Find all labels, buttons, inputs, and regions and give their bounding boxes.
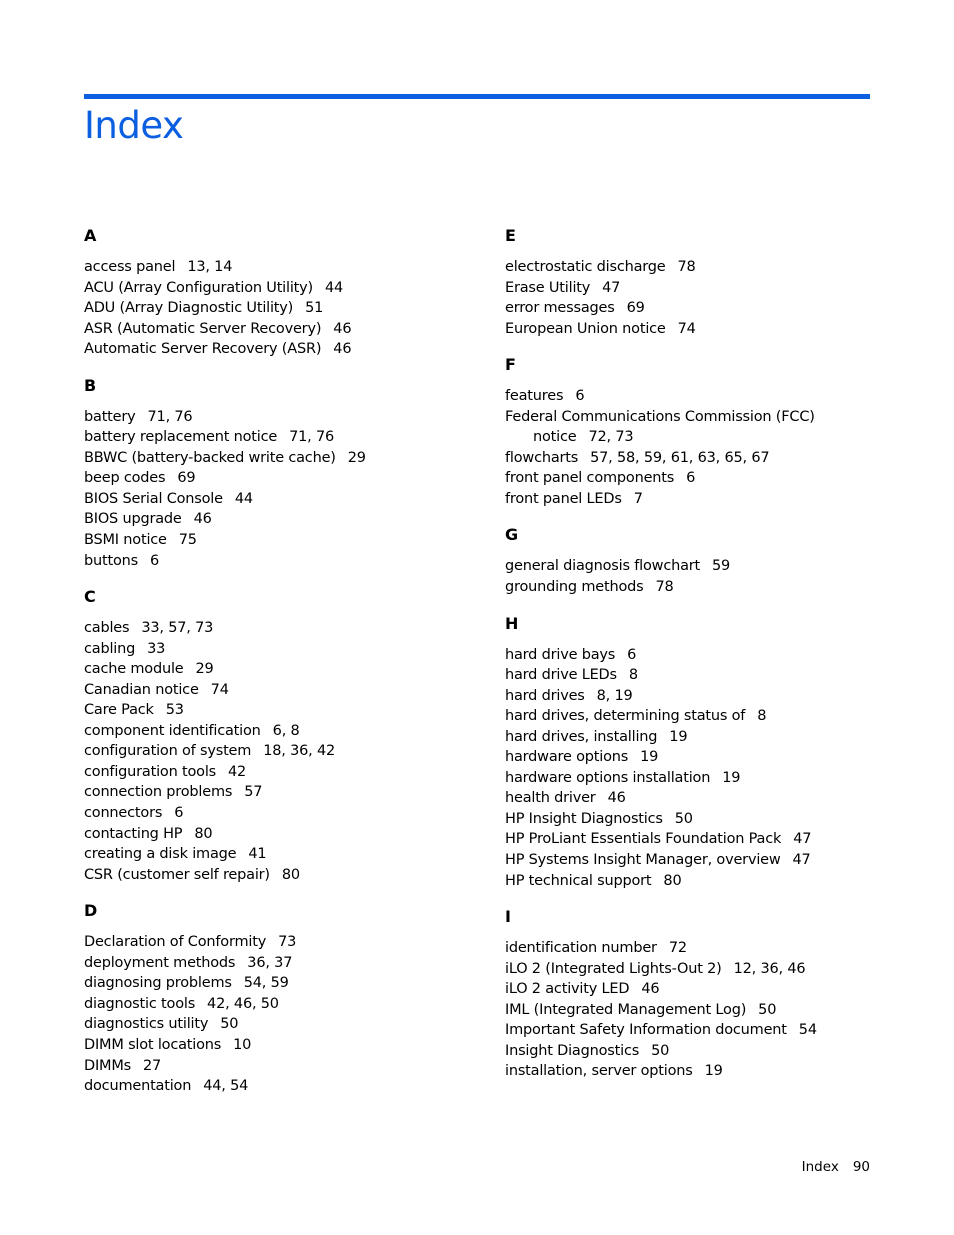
entry-term: general diagnosis flowchart	[505, 558, 701, 575]
entry-page-refs[interactable]: 19	[640, 749, 659, 766]
entry-term: hard drive bays	[505, 646, 616, 663]
index-entry	[84, 448, 484, 469]
entry-page-refs[interactable]: 18, 36, 42	[263, 743, 335, 760]
index-section-a	[84, 226, 484, 360]
entry-term: buttons	[84, 552, 138, 569]
index-entry	[505, 665, 905, 686]
index-entry	[505, 489, 905, 510]
index-section-c	[84, 587, 484, 885]
entry-term: deployment methods	[84, 954, 236, 971]
entry-term: creating a disk image	[84, 846, 237, 863]
entry-term: European Union notice	[505, 320, 666, 337]
index-entry	[84, 339, 484, 360]
entry-page-refs[interactable]: 27	[143, 1057, 162, 1074]
entry-term: Federal Communications Commission (FCC)	[505, 408, 815, 425]
entry-term: Canadian notice	[84, 681, 199, 698]
entry-page-refs[interactable]: 12, 36, 46	[733, 960, 806, 977]
entry-term: hard drives, installing	[505, 728, 658, 745]
entry-term: BBWC (battery-backed write cache)	[84, 449, 336, 466]
index-entry	[505, 468, 905, 489]
entry-term-continued	[505, 427, 905, 448]
index-entry	[505, 871, 905, 892]
entry-page-refs[interactable]: 54, 59	[243, 975, 289, 992]
entry-page-refs[interactable]: 44	[324, 279, 344, 296]
index-entry	[505, 298, 905, 319]
entry-page-refs[interactable]: 19	[722, 769, 741, 786]
entry-term: Insight Diagnostics	[505, 1042, 640, 1059]
index-entry	[84, 509, 484, 530]
index-column-right	[505, 220, 905, 1098]
entry-page-refs[interactable]: 42	[228, 763, 247, 780]
entry-term: front panel components	[505, 470, 675, 487]
entry-page-refs[interactable]: 46	[193, 511, 212, 528]
index-entry	[84, 618, 484, 639]
entry-page-refs[interactable]: 57, 58, 59, 61, 63, 65, 67	[590, 449, 770, 466]
entry-page-refs[interactable]: 71, 76	[147, 408, 193, 425]
entry-term: hardware options	[505, 749, 629, 766]
entry-term: configuration of system	[84, 743, 252, 760]
index-entry	[84, 1076, 484, 1097]
entry-term: Care Pack	[84, 702, 154, 719]
entry-page-refs[interactable]: 80	[281, 866, 300, 883]
entry-term: ACU (Array Configuration Utility)	[84, 279, 313, 296]
entry-page-refs[interactable]: 50	[758, 1001, 777, 1018]
entry-term: electrostatic discharge	[505, 259, 666, 275]
entry-page-refs[interactable]: 54	[798, 1022, 817, 1039]
index-section-b	[84, 376, 484, 571]
index-entry	[505, 706, 905, 727]
entry-page-refs[interactable]: 8, 19	[596, 687, 633, 704]
index-entry	[84, 680, 484, 701]
entry-term: diagnostic tools	[84, 995, 196, 1012]
entry-page-refs[interactable]: 13, 14	[187, 259, 233, 275]
index-entry	[84, 721, 484, 742]
index-entry	[84, 953, 484, 974]
entry-page-refs[interactable]: 29	[195, 661, 214, 678]
entry-term: features	[505, 388, 564, 405]
entry-page-refs[interactable]: 51	[305, 300, 324, 317]
entry-page-refs[interactable]: 50	[651, 1042, 670, 1059]
index-entry	[505, 686, 905, 707]
index-entry	[84, 824, 484, 845]
entry-page-refs[interactable]: 50	[220, 1016, 239, 1033]
entry-page-refs[interactable]: 59	[712, 558, 731, 575]
index-entry	[84, 530, 484, 551]
entry-term: diagnosing problems	[84, 975, 232, 992]
index-entry	[505, 257, 905, 278]
entry-term: Automatic Server Recovery (ASR)	[84, 341, 322, 358]
index-entry	[505, 577, 905, 598]
index-entry	[505, 1000, 905, 1021]
entry-page-refs[interactable]: 46	[333, 320, 352, 337]
index-entry	[505, 959, 905, 980]
index-entry	[84, 551, 484, 572]
entry-page-refs[interactable]: 42, 46, 50	[207, 995, 279, 1012]
entry-term: BSMI notice	[84, 532, 167, 549]
index-entry	[84, 278, 484, 299]
index-entry	[84, 1035, 484, 1056]
entry-page-refs[interactable]: 80	[663, 872, 682, 889]
entry-term: contacting HP	[84, 825, 183, 842]
index-entry	[84, 865, 484, 886]
entry-page-refs[interactable]: 8	[628, 667, 638, 684]
entry-term: Erase Utility	[505, 279, 591, 296]
entry-term: HP technical support	[505, 872, 652, 889]
entry-page-refs[interactable]: 8	[757, 708, 767, 725]
index-entry	[84, 489, 484, 510]
page-number: 90	[852, 1159, 870, 1175]
entry-page-refs[interactable]: 44	[234, 490, 253, 507]
entry-page-refs[interactable]: 33, 57, 73	[141, 620, 214, 637]
entry-page-refs[interactable]: 19	[669, 728, 688, 745]
index-entry	[84, 298, 484, 319]
index-entry	[84, 973, 484, 994]
entry-page-refs[interactable]: 74	[210, 681, 229, 698]
section-letter: G	[505, 525, 519, 545]
index-entry	[84, 932, 484, 953]
entry-term: HP Insight Diagnostics	[505, 810, 663, 827]
index-section-i	[505, 907, 905, 1082]
entry-term: configuration tools	[84, 763, 217, 780]
entry-term: access panel	[84, 259, 176, 275]
section-letter: D	[84, 901, 98, 921]
entry-term: iLO 2 (Integrated Lights-Out 2)	[505, 960, 722, 977]
entry-page-refs[interactable]: 69	[626, 300, 645, 317]
entry-page-refs[interactable]: 44, 54	[203, 1078, 249, 1095]
entry-term: BIOS upgrade	[84, 511, 182, 528]
entry-page-refs[interactable]: 80	[194, 825, 213, 842]
entry-page-refs[interactable]: 47	[602, 279, 621, 296]
index-entry	[84, 803, 484, 824]
index-entry	[505, 788, 905, 809]
entry-term: hard drives	[505, 687, 585, 704]
entry-term: DIMM slot locations	[84, 1036, 222, 1053]
entry-term: hard drive LEDs	[505, 667, 617, 684]
entry-page-refs[interactable]: 53	[165, 702, 184, 719]
index-entry	[505, 747, 905, 768]
section-letter: H	[505, 613, 519, 633]
index-entry	[505, 556, 905, 577]
index-section-f	[505, 355, 905, 509]
entry-page-refs[interactable]: 6	[575, 388, 585, 405]
entry-page-refs[interactable]: 46	[607, 790, 626, 807]
entry-page-refs[interactable]: 72	[668, 940, 687, 957]
entry-page-refs[interactable]: 36, 37	[247, 954, 293, 971]
section-letter: F	[505, 355, 516, 375]
section-letter: A	[84, 226, 97, 245]
index-entry	[505, 829, 905, 850]
entry-term: connection problems	[84, 784, 233, 801]
entry-term: HP Systems Insight Manager, overview	[505, 852, 781, 869]
entry-term: hard drives, determining status of	[505, 708, 746, 725]
entry-page-refs[interactable]: 47	[792, 852, 811, 869]
entry-term: component identification	[84, 722, 261, 739]
entry-term: beep codes	[84, 470, 166, 487]
index-entry	[505, 645, 905, 666]
index-section-d	[84, 901, 484, 1096]
index-section-g	[505, 525, 905, 597]
entry-page-refs[interactable]: 6, 8	[272, 722, 300, 739]
index-entry	[84, 319, 484, 340]
entry-term: identification number	[505, 940, 657, 957]
entry-term: HP ProLiant Essentials Foundation Pack	[505, 831, 782, 848]
footer-label: Index	[801, 1159, 839, 1175]
index-entry	[84, 782, 484, 803]
entry-term: documentation	[84, 1078, 192, 1095]
index-entry	[84, 427, 484, 448]
entry-page-refs[interactable]: 6	[174, 805, 184, 822]
entry-page-refs[interactable]: 73	[278, 934, 297, 951]
entry-term: CSR (customer self repair)	[84, 866, 270, 883]
section-letter: I	[505, 907, 511, 927]
entry-page-refs[interactable]: 7	[633, 490, 643, 507]
entry-page-refs[interactable]: 71, 76	[289, 429, 335, 446]
index-entry	[505, 1020, 905, 1041]
entry-page-refs[interactable]: 33	[147, 640, 166, 657]
index-entry	[84, 762, 484, 783]
entry-term: hardware options installation	[505, 769, 711, 786]
index-entry	[84, 741, 484, 762]
entry-term-continued-text: notice	[533, 429, 577, 446]
index-entry	[505, 1041, 905, 1062]
entry-term: installation, server options	[505, 1063, 693, 1080]
entry-page-refs[interactable]: 74	[677, 320, 696, 337]
index-entry	[84, 700, 484, 721]
entry-term: IML (Integrated Management Log)	[505, 1001, 747, 1018]
entry-page-refs[interactable]: 19	[704, 1063, 723, 1080]
index-section-h	[505, 614, 905, 892]
entry-term: iLO 2 activity LED	[505, 981, 630, 998]
index-entry	[84, 468, 484, 489]
page-footer	[802, 1157, 870, 1177]
index-entry	[505, 938, 905, 959]
index-entry	[84, 1014, 484, 1035]
entry-term: cache module	[84, 661, 184, 678]
entry-page-refs[interactable]: 50	[674, 810, 693, 827]
entry-page-refs[interactable]: 57	[244, 784, 263, 801]
entry-page-refs[interactable]: 72, 73	[588, 429, 634, 446]
entry-page-refs[interactable]: 41	[248, 846, 267, 863]
page-title: Index	[84, 104, 184, 147]
entry-page-refs[interactable]: 10	[233, 1036, 252, 1053]
entry-term: grounding methods	[505, 579, 644, 596]
entry-term: error messages	[505, 300, 615, 317]
entry-page-refs[interactable]: 78	[677, 259, 696, 275]
entry-term: cables	[84, 620, 130, 637]
index-entry	[84, 659, 484, 680]
index-column-left	[84, 220, 484, 1113]
index-entry	[84, 639, 484, 660]
index-entry	[84, 257, 484, 278]
entry-term: ADU (Array Diagnostic Utility)	[84, 300, 294, 317]
index-entry	[84, 994, 484, 1015]
title-rule	[84, 94, 870, 99]
index-entry	[505, 768, 905, 789]
entry-page-refs[interactable]: 29	[347, 449, 366, 466]
index-entry	[505, 727, 905, 748]
entry-page-refs[interactable]: 6	[149, 552, 160, 569]
entry-term: connectors	[84, 805, 163, 822]
section-letter: E	[505, 226, 516, 245]
entry-term: cabling	[84, 640, 136, 657]
entry-page-refs[interactable]: 75	[178, 532, 197, 549]
entry-term: front panel LEDs	[505, 490, 622, 507]
index-entry	[505, 979, 905, 1000]
section-letter: C	[84, 587, 96, 607]
index-entry	[505, 386, 905, 407]
section-letter: B	[84, 375, 97, 395]
entry-page-refs[interactable]: 46	[333, 341, 352, 358]
index-entry	[84, 407, 484, 428]
entry-term: battery	[84, 408, 136, 425]
index-entry	[505, 1061, 905, 1082]
entry-term: battery replacement notice	[84, 429, 278, 446]
index-entry	[84, 1056, 484, 1077]
index-section-e	[505, 226, 905, 339]
index-entry	[505, 850, 905, 871]
entry-term: health driver	[505, 790, 596, 807]
entry-page-refs[interactable]: 47	[793, 831, 812, 848]
index-entry	[505, 319, 905, 340]
index-entry	[505, 278, 905, 299]
index-entry	[505, 809, 905, 830]
entry-page-refs[interactable]: 69	[177, 470, 196, 487]
entry-page-refs[interactable]: 46	[641, 981, 660, 998]
entry-term: flowcharts	[505, 449, 579, 466]
entry-page-refs[interactable]: 6	[627, 646, 637, 663]
entry-page-refs[interactable]: 6	[686, 470, 696, 487]
entry-term: diagnostics utility	[84, 1016, 209, 1033]
index-entry	[84, 844, 484, 865]
entry-page-refs[interactable]: 78	[655, 579, 674, 596]
entry-term: Important Safety Information document	[505, 1022, 787, 1039]
index-entry	[505, 448, 905, 469]
entry-term: ASR (Automatic Server Recovery)	[84, 320, 322, 337]
entry-term: Declaration of Conformity	[84, 934, 267, 951]
entry-term: DIMMs	[84, 1057, 132, 1074]
index-entry	[505, 407, 905, 448]
entry-term: BIOS Serial Console	[84, 490, 223, 507]
